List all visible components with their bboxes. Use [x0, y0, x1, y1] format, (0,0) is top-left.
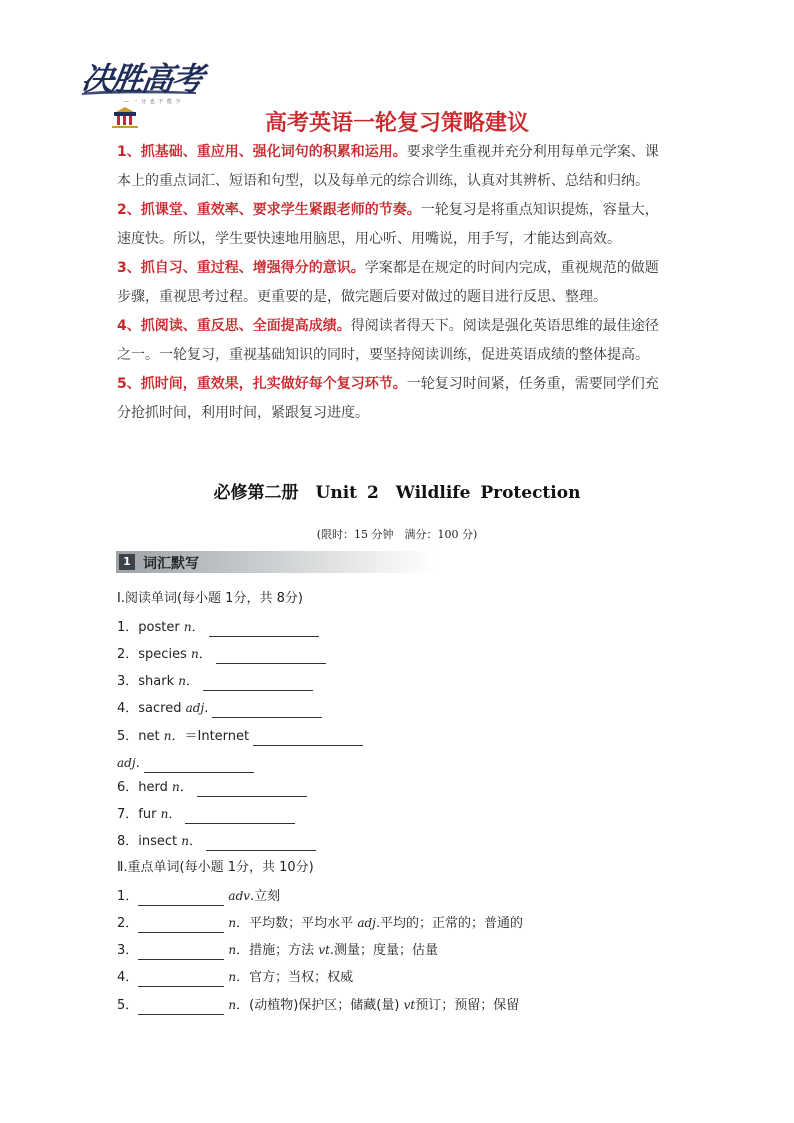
item-meaning: .平均的；正常的；普通的	[375, 916, 524, 931]
list-item	[117, 727, 363, 745]
part2-heading: Ⅱ.重点单词(每小题 1分，共 10分)	[117, 860, 314, 875]
strategy-highlight: 3、抓自习、重过程、增强得分的意识。	[117, 260, 365, 276]
item-word: fur	[138, 807, 157, 822]
list-item	[117, 996, 519, 1014]
item-pos: adj	[357, 916, 376, 930]
item-word: sacred	[138, 701, 182, 716]
part1-heading: Ⅰ.阅读单词(每小题 1分，共 8分)	[117, 591, 303, 606]
strategy-highlight: 5、抓时间，重效果，扎实做好每个复习环节。	[117, 376, 407, 392]
list-item	[117, 754, 254, 772]
answer-blank[interactable]	[138, 945, 224, 960]
list-item	[117, 832, 316, 850]
item-pos: adj	[117, 756, 136, 770]
strategy-text: 速度快。所以，学生要快速地用脑思，用心听、用嘴说，用手写，才能达到高效。	[117, 231, 621, 247]
item-suffix: ．	[198, 647, 212, 662]
strategy-highlight: 2、抓课堂、重效率、要求学生紧跟老师的节奏。	[117, 202, 421, 218]
strategy-text: 分抢抓时间，利用时间，紧跟复习进度。	[117, 405, 369, 421]
item-word: poster	[138, 620, 180, 635]
item-pos: adj	[185, 701, 205, 715]
item-meaning: ．措施；方法	[236, 943, 315, 958]
item-word: herd	[138, 780, 168, 795]
item-number: 4．	[117, 701, 139, 716]
item-word: species	[138, 647, 187, 662]
strategy-text: 要求学生重视并充分利用每单元学案、课	[406, 144, 659, 160]
item-number: 4．	[117, 970, 139, 985]
item-suffix: ．	[189, 834, 203, 849]
item-pos: n	[160, 807, 169, 821]
item-number: 2．	[117, 647, 139, 662]
answer-blank[interactable]	[216, 649, 326, 664]
list-item	[117, 805, 295, 823]
item-number: 2．	[117, 916, 139, 931]
list-item	[117, 699, 322, 717]
answer-blank[interactable]	[203, 676, 313, 691]
item-pos: adv	[228, 889, 251, 903]
list-item	[117, 672, 313, 690]
strategy-highlight: 1、抓基础、重应用、强化词句的积累和运用。	[117, 144, 407, 160]
answer-blank[interactable]	[253, 731, 363, 746]
item-number: 1．	[117, 620, 139, 635]
list-item	[117, 645, 326, 663]
strategy-text: 本上的重点词汇、短语和句型，以及每单元的综合训练，认真对其辨析、总结和归纳。	[117, 173, 649, 189]
answer-blank[interactable]	[209, 622, 319, 637]
item-pos: n	[183, 620, 192, 634]
strategy-item-5	[117, 370, 683, 428]
strategy-text: 一轮复习时间紧，任务重，需要同学们充	[406, 376, 659, 392]
item-meaning: ．(动植物)保护区；储藏(量)	[236, 998, 400, 1013]
answer-blank[interactable]	[138, 918, 224, 933]
list-item	[117, 618, 319, 636]
item-pos: n	[228, 970, 237, 984]
answer-blank[interactable]	[138, 972, 224, 987]
list-item	[117, 887, 280, 905]
answer-blank[interactable]	[212, 703, 322, 718]
item-word: shark	[138, 674, 175, 689]
item-pos: n	[178, 674, 187, 688]
item-suffix: ．	[191, 620, 205, 635]
item-meaning: ．平均数；平均水平	[236, 916, 354, 931]
item-number: 7．	[117, 807, 139, 822]
strategy-text: 得阅读者得天下。阅读是强化英语思维的最佳途径	[350, 318, 659, 334]
item-suffix: ．	[186, 674, 200, 689]
list-item	[117, 914, 523, 932]
answer-blank[interactable]	[206, 836, 316, 851]
item-number: 5．	[117, 729, 139, 744]
item-word: net	[138, 729, 160, 744]
strategy-item-1	[117, 138, 683, 196]
item-pos: n	[228, 916, 237, 930]
item-number: 5．	[117, 998, 139, 1013]
item-meaning: .测量；度量；估量	[329, 943, 439, 958]
item-suffix: ．＝Internet	[171, 729, 250, 744]
item-number: 1．	[117, 889, 139, 904]
item-suffix: ．	[179, 780, 193, 795]
item-pos: n	[228, 943, 237, 957]
item-meaning: ．官方；当权；权威	[236, 970, 354, 985]
item-number: 3．	[117, 943, 139, 958]
unit-title: 必修第二册 Unit 2 Wildlife Protection	[213, 483, 581, 503]
section-number-icon: 1	[119, 554, 135, 570]
strategy-text: 步骤，重视思考过程。更重要的是，做完题后要对做过的题目进行反思、整理。	[117, 289, 607, 305]
item-pos: vt	[403, 998, 416, 1012]
item-number: 8．	[117, 834, 139, 849]
list-item	[117, 778, 307, 796]
item-pos: n	[163, 729, 172, 743]
answer-blank[interactable]	[197, 782, 307, 797]
section-label: 词汇默写	[143, 556, 199, 572]
section-header	[116, 551, 434, 573]
item-word: insect	[138, 834, 178, 849]
answer-blank[interactable]	[138, 1000, 224, 1015]
strategy-highlight: 4、抓阅读、重反思、全面提高成绩。	[117, 318, 351, 334]
answer-blank[interactable]	[185, 809, 295, 824]
item-pos: n	[172, 780, 180, 794]
item-number: 6．	[117, 780, 139, 795]
logo-subtitle: — 一 分 也 不 能 少	[124, 99, 182, 105]
item-pos: n	[228, 998, 237, 1012]
strategy-text: 学案都是在规定的时间内完成，重视规范的做题	[364, 260, 659, 276]
time-limit: (限时：15 分钟 满分：100 分)	[316, 528, 478, 541]
item-suffix: ．	[168, 807, 182, 822]
answer-blank[interactable]	[138, 891, 224, 906]
strategy-text: 之一。一轮复习，重视基础知识的同时，要坚持阅读训练，促进英语成绩的整体提高。	[117, 347, 649, 363]
item-meaning: .立刻	[250, 889, 281, 904]
strategy-item-4	[117, 312, 683, 370]
page-title: 高考英语一轮复习策略建议	[264, 111, 529, 136]
strategy-item-3	[117, 254, 683, 312]
strategy-item-2	[117, 196, 683, 254]
logo-text: 决胜高考	[79, 60, 205, 98]
item-number: 3．	[117, 674, 139, 689]
item-pos: n	[190, 647, 199, 661]
item-pos: vt	[318, 943, 330, 957]
item-meaning: 预订；预留；保留	[415, 998, 520, 1013]
list-item	[117, 941, 438, 959]
item-suffix: .	[135, 756, 140, 771]
item-pos: n	[181, 834, 190, 848]
list-item	[117, 968, 353, 986]
item-suffix: .	[204, 701, 209, 716]
answer-blank[interactable]	[144, 758, 254, 773]
strategy-text: 一轮复习是将重点知识提炼，容量大，	[420, 202, 659, 218]
